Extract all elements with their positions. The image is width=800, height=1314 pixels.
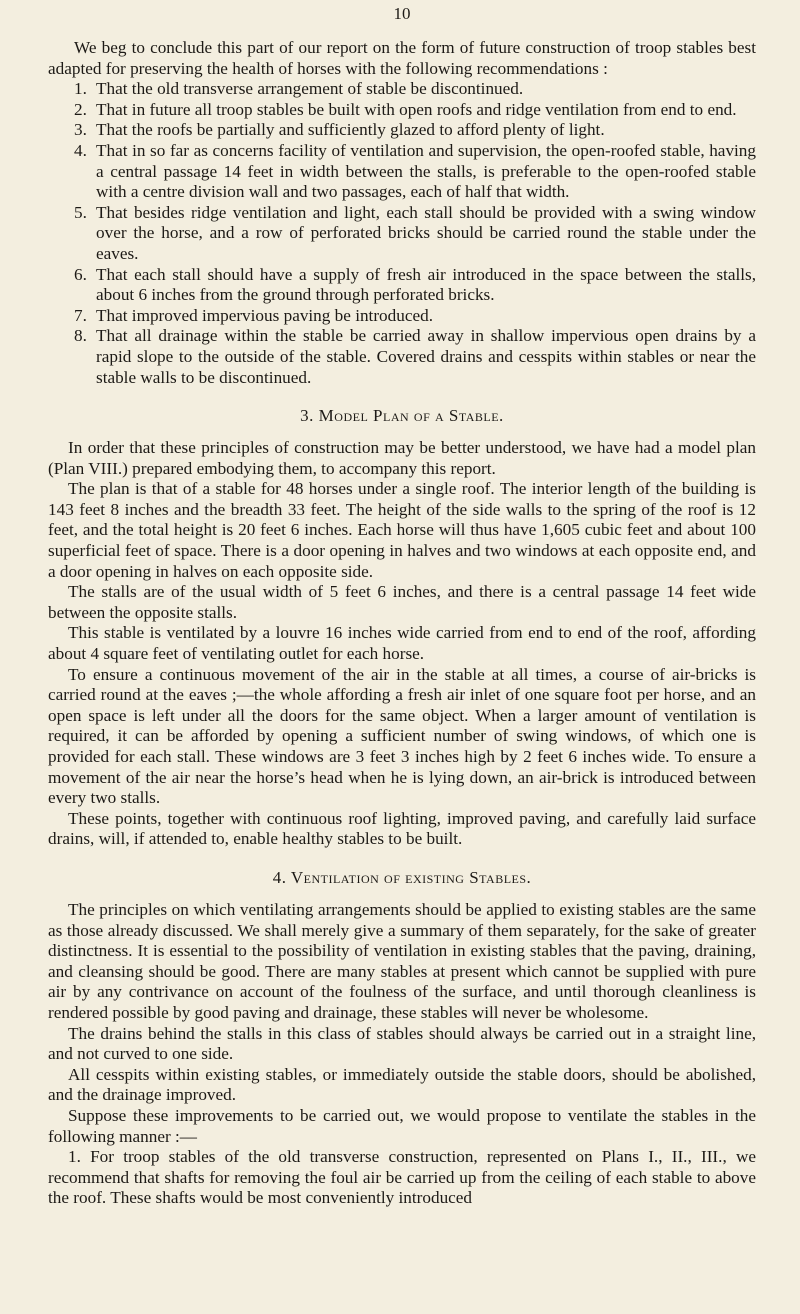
paragraph: 1. For troop stables of the old transverse construction, represented on Plans I., II., III., we recommend that shafts for removing the foul air be carried up from the ceiling of each stable to above the roof. These shafts would be most conveniently introduced bbox=[48, 1147, 756, 1208]
list-item bbox=[48, 100, 756, 121]
list-item bbox=[48, 79, 756, 100]
item-text: That the old transverse arrangement of stable be discontinued. bbox=[96, 79, 524, 99]
list-item bbox=[48, 306, 756, 327]
item-text: That each stall should have a supply of fresh air introduced in the space between the stalls, about 6 inches from the ground through perforated bricks. bbox=[96, 264, 756, 305]
paragraph: To ensure a continuous movement of the air in the stable at all times, a course of air-bricks is carried round at the eaves ;—the whole affording a fresh air inlet of one square foot per horse, and an open space is left under all the doors for the same object. When a larger amount of ventilation is required, it can be afforded by opening a sufficient number of swing windows, of which one is provided for each stall. These windows are 3 feet 3 inches high by 2 feet 6 inches wide. To ensure a movement of the air near the horse’s head when he is lying down, an air-brick is introduced between every two stalls. bbox=[48, 664, 756, 808]
item-number: 7. bbox=[74, 305, 87, 325]
paragraph: The stalls are of the usual width of 5 feet 6 inches, and there is a central passage 14 feet wide between the opposite stalls. bbox=[48, 582, 756, 622]
item-text: That improved impervious paving be introduced. bbox=[96, 305, 433, 325]
list-item bbox=[48, 203, 756, 265]
list-item bbox=[48, 326, 756, 388]
list-item bbox=[48, 265, 756, 306]
item-text: That the roofs be partially and sufficiently glazed to afford plenty of light. bbox=[96, 120, 605, 140]
list-item bbox=[48, 141, 756, 203]
paragraph: This stable is ventilated by a louvre 16 inches wide carried from end to end of the roof, affording about 4 square feet of ventilating outlet for each horse. bbox=[48, 623, 756, 664]
paragraph: Suppose these improvements to be carried out, we would propose to ventilate the stables in the following manner :— bbox=[48, 1105, 756, 1146]
paragraph: The principles on which ventilating arrangements should be applied to existing stables are the same as those already discussed. We shall merely give a summary of them separately, for the sake of greater distinctness. It is essential to the possibility of ventilation in existing stables that the paving, draining, and cleansing should be good. There are many stables at present which cannot be supplied with pure air by any contrivance on account of the foulness of the surface, and until thorough cleanliness is rendered possible by good paving and drainage, these stables will never be wholesome. bbox=[48, 899, 756, 1022]
item-number: 6. bbox=[74, 264, 87, 284]
paragraph: These points, together with continuous roof lighting, improved paving, and carefully laid surface drains, will, if attended to, enable healthy stables to be built. bbox=[48, 808, 756, 849]
paragraph: In order that these principles of construction may be better understood, we have had a model plan (Plan VIII.) prepared embodying them, to accompany this report. bbox=[48, 438, 756, 478]
item-number: 5. bbox=[74, 202, 87, 222]
item-number: 2. bbox=[74, 99, 87, 119]
section-heading-model-plan: 3. Model Plan of a Stable. bbox=[300, 406, 504, 426]
item-number: 4. bbox=[74, 140, 87, 160]
paragraph: The plan is that of a stable for 48 horses under a single roof. The interior length of the building is 143 feet 8 inches and the breadth 33 feet. The height of the side walls to the spring of the roof is 12 feet, and the total height is 20 feet 6 inches. Each horse will thus have 1,605 cubic feet and about 100 superficial feet of space. There is a door opening in halves and two windows at each opposite end, and a door opening in halves on each opposite side. bbox=[48, 479, 756, 581]
item-text: That in so far as concerns facility of ventilation and supervision, the open-roofed stable, having a central passage 14 feet in width between the stalls, is preferable to the open-roofed stable with a centre division wall and two passages, each of half that width. bbox=[96, 140, 756, 202]
page-number: 10 bbox=[393, 4, 411, 23]
section-heading-ventilation: 4. Ventilation of existing Stables. bbox=[272, 867, 532, 887]
item-text: That in future all troop stables be built with open roofs and ridge ventilation from end to end. bbox=[96, 99, 737, 119]
paragraph: The drains behind the stalls in this class of stables should always be carried out in a straight line, and not curved to one side. bbox=[48, 1023, 756, 1064]
paragraph: All cesspits within existing stables, or immediately outside the stable doors, should be abolished, and the drainage improved. bbox=[48, 1064, 756, 1105]
item-text: That all drainage within the stable be carried away in shallow impervious open drains by a rapid slope to the outside of the stable. Covered drains and cesspits within stables or near the stable walls to be discontinued. bbox=[96, 326, 756, 387]
intro-paragraph: We beg to conclude this part of our report on the form of future construction of troop stables best adapted for preserving the health of horses with the following recommendations : bbox=[48, 38, 756, 78]
item-number: 8. bbox=[74, 326, 87, 346]
item-text: That besides ridge ventilation and light, each stall should be provided with a swing window over the horse, and a row of perforated bricks should be carried round the stable under the eaves. bbox=[96, 202, 756, 263]
recommendations-list bbox=[48, 79, 756, 388]
item-number: 3. bbox=[74, 120, 87, 140]
list-item bbox=[48, 120, 756, 141]
item-number: 1. bbox=[74, 79, 87, 99]
